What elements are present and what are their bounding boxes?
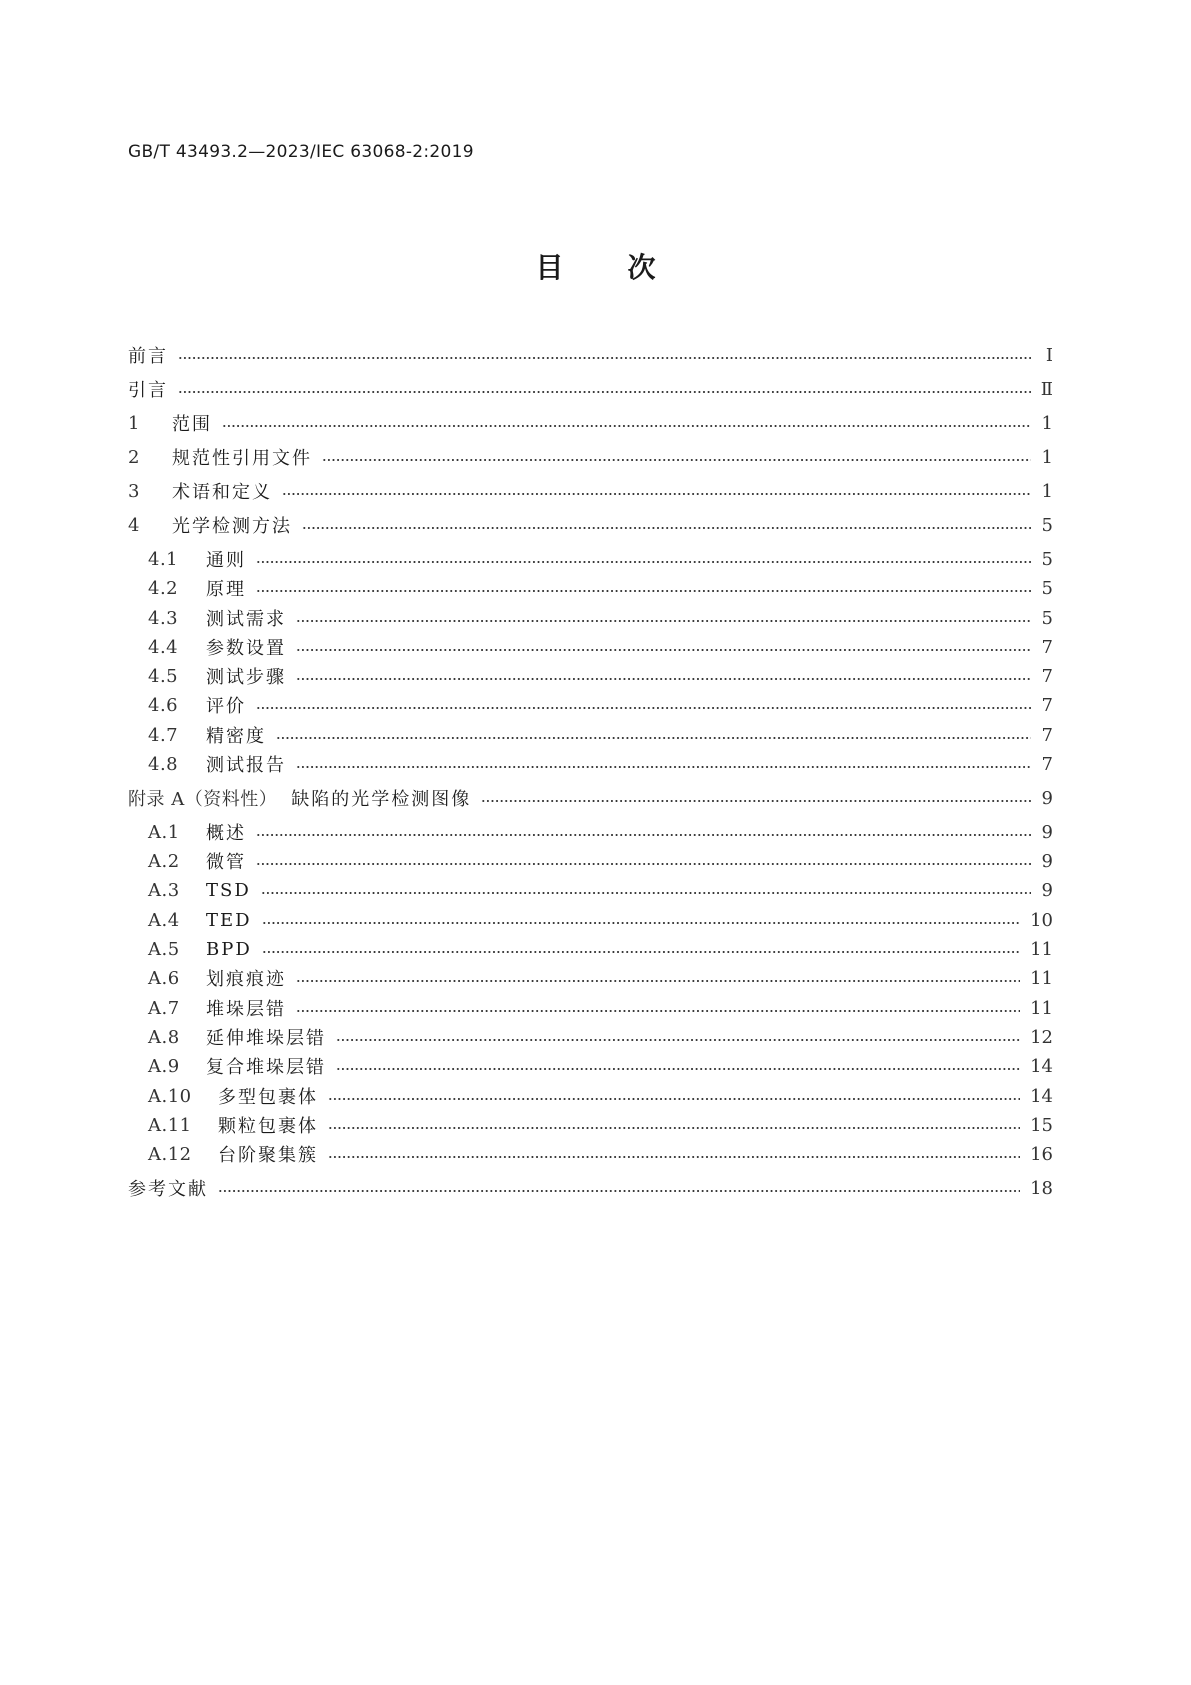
toc-entry-title: BPD (206, 938, 252, 960)
dot-leader (178, 357, 1031, 359)
toc-entry-number: 附录 A（资料性） (128, 789, 278, 810)
toc-entry-title: 范围 (172, 414, 212, 435)
toc-entry-page-number: 10 (1030, 909, 1053, 931)
toc-entry-page-number: 1 (1041, 480, 1053, 502)
toc-entry-number: A.7 (148, 997, 180, 1019)
toc-entry-title: 测试报告 (206, 755, 286, 776)
toc-entry-page-number: Ⅰ (1045, 344, 1053, 366)
toc-entry[interactable] (148, 1081, 1053, 1111)
toc-entry[interactable] (148, 1022, 1053, 1052)
toc-entry-page-number: 14 (1030, 1085, 1053, 1107)
toc-entry[interactable] (148, 632, 1053, 662)
toc-entry-title: 参数设置 (206, 638, 286, 659)
toc-entry-number: 4.5 (148, 665, 179, 687)
toc-entry-title: 通则 (206, 550, 246, 571)
dot-leader (322, 459, 1031, 461)
dot-leader (302, 527, 1031, 529)
dot-leader (328, 1127, 1020, 1129)
toc-entry-page-number: 7 (1041, 694, 1053, 716)
toc-entry-title: TSD (206, 879, 251, 901)
dot-leader (328, 1098, 1020, 1100)
toc-entry-page-number: 15 (1030, 1114, 1053, 1136)
toc-entry[interactable] (148, 1051, 1053, 1081)
toc-entry-number: 2 (128, 446, 140, 468)
toc-entry-title: 颗粒包裹体 (218, 1116, 318, 1137)
toc-entry[interactable] (128, 340, 1053, 370)
toc-entry-number: A.2 (148, 850, 180, 872)
toc-entry[interactable] (148, 544, 1053, 574)
dot-leader (256, 863, 1031, 865)
toc-entry-number: A.9 (148, 1055, 180, 1077)
toc-entry-page-number: 12 (1030, 1026, 1053, 1048)
toc-entry-page-number: 1 (1041, 412, 1053, 434)
toc-entry-page-number: 18 (1030, 1177, 1053, 1199)
toc-entry-number: 4.4 (148, 636, 179, 658)
toc-entry-title: 光学检测方法 (172, 516, 292, 537)
toc-entry[interactable] (128, 442, 1053, 472)
toc-entry[interactable] (148, 1139, 1053, 1169)
toc-entry-number: 1 (128, 412, 140, 434)
toc-entry[interactable] (128, 1173, 1053, 1203)
toc-entry-title: 堆垛层错 (206, 999, 286, 1020)
dot-leader (296, 649, 1031, 651)
toc-entry-number: A.10 (148, 1085, 192, 1107)
toc-entry-number: A.3 (148, 879, 180, 901)
dot-leader (276, 737, 1031, 739)
toc-entry-page-number: 7 (1041, 724, 1053, 746)
toc-entry[interactable] (128, 783, 1053, 813)
dot-leader (296, 620, 1031, 622)
toc-entry-page-number: 14 (1030, 1055, 1053, 1077)
toc-entry-page-number: 9 (1041, 850, 1053, 872)
dot-leader (296, 678, 1031, 680)
toc-entry-title: 测试需求 (206, 609, 286, 630)
dot-leader (261, 892, 1031, 894)
toc-entry-number: A.4 (148, 909, 180, 931)
toc-entry-title: 原理 (206, 579, 246, 600)
toc-entry-number: 4 (128, 514, 140, 536)
toc-entry-page-number: 9 (1041, 787, 1053, 809)
toc-entry[interactable] (148, 934, 1053, 964)
dot-leader (336, 1039, 1020, 1041)
toc-entry-title: 规范性引用文件 (172, 448, 312, 469)
toc-entry-number: 4.7 (148, 724, 179, 746)
toc-entry-page-number: 1 (1041, 446, 1053, 468)
toc-entry-title: 微管 (206, 852, 246, 873)
toc-entry-title: 复合堆垛层错 (206, 1057, 326, 1078)
dot-leader (256, 590, 1031, 592)
toc-entry-page-number: 5 (1041, 607, 1053, 629)
toc-entry-page-number: 9 (1041, 879, 1053, 901)
page-title: 目次 (535, 251, 720, 284)
toc-entry-number: A.6 (148, 967, 180, 989)
dot-leader (256, 834, 1031, 836)
toc-entry-number: A.12 (148, 1143, 192, 1165)
toc-entry[interactable] (148, 817, 1053, 847)
toc-entry-page-number: 7 (1041, 753, 1053, 775)
toc-entry-number: A.11 (148, 1114, 192, 1136)
dot-leader (296, 766, 1031, 768)
toc-entry[interactable] (148, 690, 1053, 720)
toc-entry-title: 台阶聚集簇 (218, 1145, 318, 1166)
toc-entry[interactable] (148, 905, 1053, 935)
toc-entry-title: 划痕痕迹 (206, 969, 286, 990)
toc-entry-title: 缺陷的光学检测图像 (291, 789, 472, 810)
toc-entry-title: 概述 (206, 823, 246, 844)
toc-entry-number: 4.1 (148, 548, 179, 570)
toc-entry[interactable] (128, 510, 1053, 540)
toc-entry[interactable] (148, 963, 1053, 993)
toc-entry[interactable] (148, 875, 1053, 905)
toc-entry[interactable] (148, 846, 1053, 876)
toc-entry[interactable] (148, 993, 1053, 1023)
toc-entry[interactable] (148, 603, 1053, 633)
dot-leader (262, 922, 1021, 924)
toc-entry-page-number: 5 (1041, 514, 1053, 536)
dot-leader (262, 951, 1020, 953)
toc-entry-number: 3 (128, 480, 140, 502)
standard-code: GB/T 43493.2—2023/IEC 63068-2:2019 (128, 142, 474, 162)
dot-leader (178, 391, 1031, 393)
toc-entry-number: 4.6 (148, 694, 179, 716)
toc-entry-number: 4.2 (148, 577, 179, 599)
toc-entry[interactable] (148, 1110, 1053, 1140)
toc-entry-title: 参考文献 (128, 1179, 208, 1200)
toc-entry-page-number: 11 (1030, 997, 1053, 1019)
toc-entry[interactable] (128, 408, 1053, 438)
toc-entry-page-number: 16 (1030, 1143, 1053, 1165)
dot-leader (218, 1190, 1020, 1192)
dot-leader (328, 1156, 1020, 1158)
dot-leader (282, 493, 1031, 495)
dot-leader (296, 980, 1020, 982)
toc-entry-page-number: 5 (1041, 548, 1053, 570)
toc-entry[interactable] (148, 661, 1053, 691)
toc-entry-title: 术语和定义 (172, 482, 272, 503)
toc-entry-page-number: 11 (1030, 967, 1053, 989)
toc-entry-title: 测试步骤 (206, 667, 286, 688)
dot-leader (481, 800, 1031, 802)
dot-leader (222, 425, 1031, 427)
toc-entry-number: A.5 (148, 938, 180, 960)
toc-entry-page-number: 7 (1041, 665, 1053, 687)
dot-leader (256, 561, 1031, 563)
toc-entry-page-number: 7 (1041, 636, 1053, 658)
toc-entry-number: 4.3 (148, 607, 179, 629)
toc-entry-page-number: Ⅱ (1040, 378, 1053, 400)
toc-entry-title: 前言 (128, 346, 168, 367)
toc-entry-title: TED (206, 909, 252, 931)
toc-entry-title: 引言 (128, 380, 168, 401)
toc-entry-title: 评价 (206, 696, 246, 717)
toc-entry-page-number: 11 (1030, 938, 1053, 960)
toc-entry[interactable] (128, 476, 1053, 506)
dot-leader (296, 1010, 1020, 1012)
toc-entry-title: 精密度 (206, 726, 266, 747)
toc-entry-title: 延伸堆垛层错 (206, 1028, 326, 1049)
toc-entry-page-number: 9 (1041, 821, 1053, 843)
toc-entry-number: A.1 (148, 821, 180, 843)
toc-entry[interactable] (148, 749, 1053, 779)
toc-entry-page-number: 5 (1041, 577, 1053, 599)
toc-entry[interactable] (148, 573, 1053, 603)
dot-leader (256, 707, 1031, 709)
toc-entry-title: 多型包裹体 (218, 1087, 318, 1108)
toc-entry[interactable] (128, 374, 1053, 404)
dot-leader (336, 1068, 1020, 1070)
toc-entry-number: 4.8 (148, 753, 179, 775)
toc-entry[interactable] (148, 720, 1053, 750)
toc-entry-number: A.8 (148, 1026, 180, 1048)
